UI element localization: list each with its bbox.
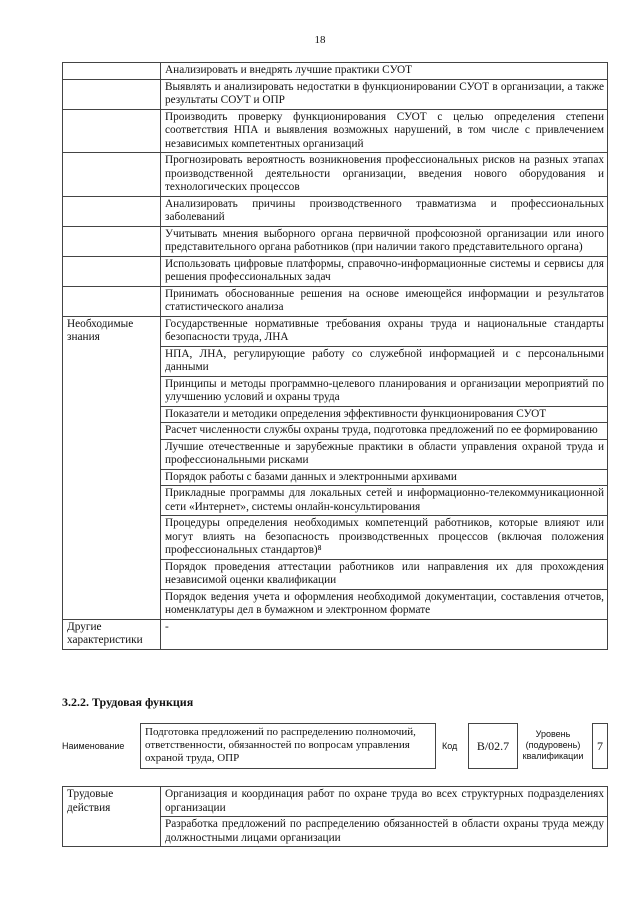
table-row (63, 79, 608, 109)
code-value: B/02.7 (468, 723, 518, 769)
knowledge-item: Государственные нормативные требования охраны труда и национальные стандарты безопасности труда, ЛНА (161, 316, 608, 346)
knowledge-item: Процедуры определения необходимых компетенций работников, которые влияют или могут влиять на безопасность производственных процессов (включая положения профессиональных стандартов)⁸ (161, 516, 608, 560)
knowledge-item: Порядок ведения учета и оформления необходимой документации, составления отчетов, номенклатуры дел в бумажном и электронном формате (161, 589, 608, 619)
table-row (63, 619, 608, 649)
skill-item: Использовать цифровые платформы, справочно-информационные системы и сервисы для решения профессиональных задач (161, 256, 608, 286)
action-item: Разработка предложений по распределению обязанностей в области охраны труда между должностными лицами организации (161, 817, 608, 847)
page-number: 18 (314, 34, 326, 46)
action-item: Организация и координация работ по охране труда во всех структурных подразделениях организации (161, 787, 608, 817)
table-row (63, 153, 608, 197)
label-cell (63, 256, 161, 286)
label-cell (63, 109, 161, 153)
table-row (63, 109, 608, 153)
actions-label: Трудовые действия (63, 787, 161, 847)
table-row (63, 256, 608, 286)
knowledge-item: Порядок проведения аттестации работников или направления их для прохождения независимой оценки квалификации (161, 559, 608, 589)
skill-item: Производить проверку функционирования СУОТ с целью определения степени соответствия НПА и выявления возможных нарушений, в том числе с привлечением независимых компетентных организаций (161, 109, 608, 153)
table-row (63, 316, 608, 346)
table-row (63, 226, 608, 256)
label-cell (63, 153, 161, 197)
level-label: Уровень (подуровень) квалификации (522, 729, 584, 761)
name-label: Наименование (62, 741, 125, 751)
skill-item: Учитывать мнения выборного органа первичной профсоюзной организации или иного представительного органа работников (при наличии такого представительного органа) (161, 226, 608, 256)
table-row (63, 787, 608, 817)
skill-item: Анализировать причины производственного травматизма и профессиональных заболеваний (161, 196, 608, 226)
level-value: 7 (592, 723, 608, 769)
knowledge-item: НПА, ЛНА, регулирующие работу со служебной информацией и с персональными данными (161, 346, 608, 376)
other-label: Другие характеристики (63, 619, 161, 649)
table-row (63, 286, 608, 316)
section-title: 3.2.2. Трудовая функция (62, 695, 194, 709)
labor-actions-table (62, 786, 608, 847)
code-label: Код (442, 741, 458, 751)
label-cell (63, 196, 161, 226)
requirements-table (62, 62, 608, 650)
label-cell (63, 286, 161, 316)
knowledge-item: Лучшие отечественные и зарубежные практики в области управления охраной труда и профессиональными рисками (161, 439, 608, 469)
knowledge-item: Расчет численности службы охраны труда, подготовка предложений по ее формированию (161, 423, 608, 440)
skill-item: Прогнозировать вероятность возникновения профессиональных рисков на разных этапах производственной деятельности организации, введения нового оборудования и технологических процессов (161, 153, 608, 197)
label-cell (63, 79, 161, 109)
knowledge-item: Принципы и методы программно-целевого планирования и организации мероприятий по улучшению условий и охраны труда (161, 376, 608, 406)
knowledge-item: Прикладные программы для локальных сетей и информационно-телекоммуникационной сети «Интернет», системы онлайн-консультирования (161, 486, 608, 516)
labor-function-header (62, 723, 608, 771)
name-value: Подготовка предложений по распределению полномочий, ответственности, обязанностей по вопросам управления охраной труда, ОПР (140, 723, 436, 769)
skill-item: Принимать обоснованные решения на основе имеющейся информации и результатов статистического анализа (161, 286, 608, 316)
skill-item: Выявлять и анализировать недостатки в функционировании СУОТ в организации, а также результаты СОУТ и ОПР (161, 79, 608, 109)
knowledge-item: Порядок работы с базами данных и электронными архивами (161, 469, 608, 486)
knowledge-label: Необходимые знания (63, 316, 161, 619)
label-cell (63, 63, 161, 80)
other-value: - (161, 619, 608, 649)
skill-item: Анализировать и внедрять лучшие практики СУОТ (161, 63, 608, 80)
knowledge-item: Показатели и методики определения эффективности функционирования СУОТ (161, 406, 608, 423)
table-row (63, 63, 608, 80)
label-cell (63, 226, 161, 256)
table-row (63, 196, 608, 226)
